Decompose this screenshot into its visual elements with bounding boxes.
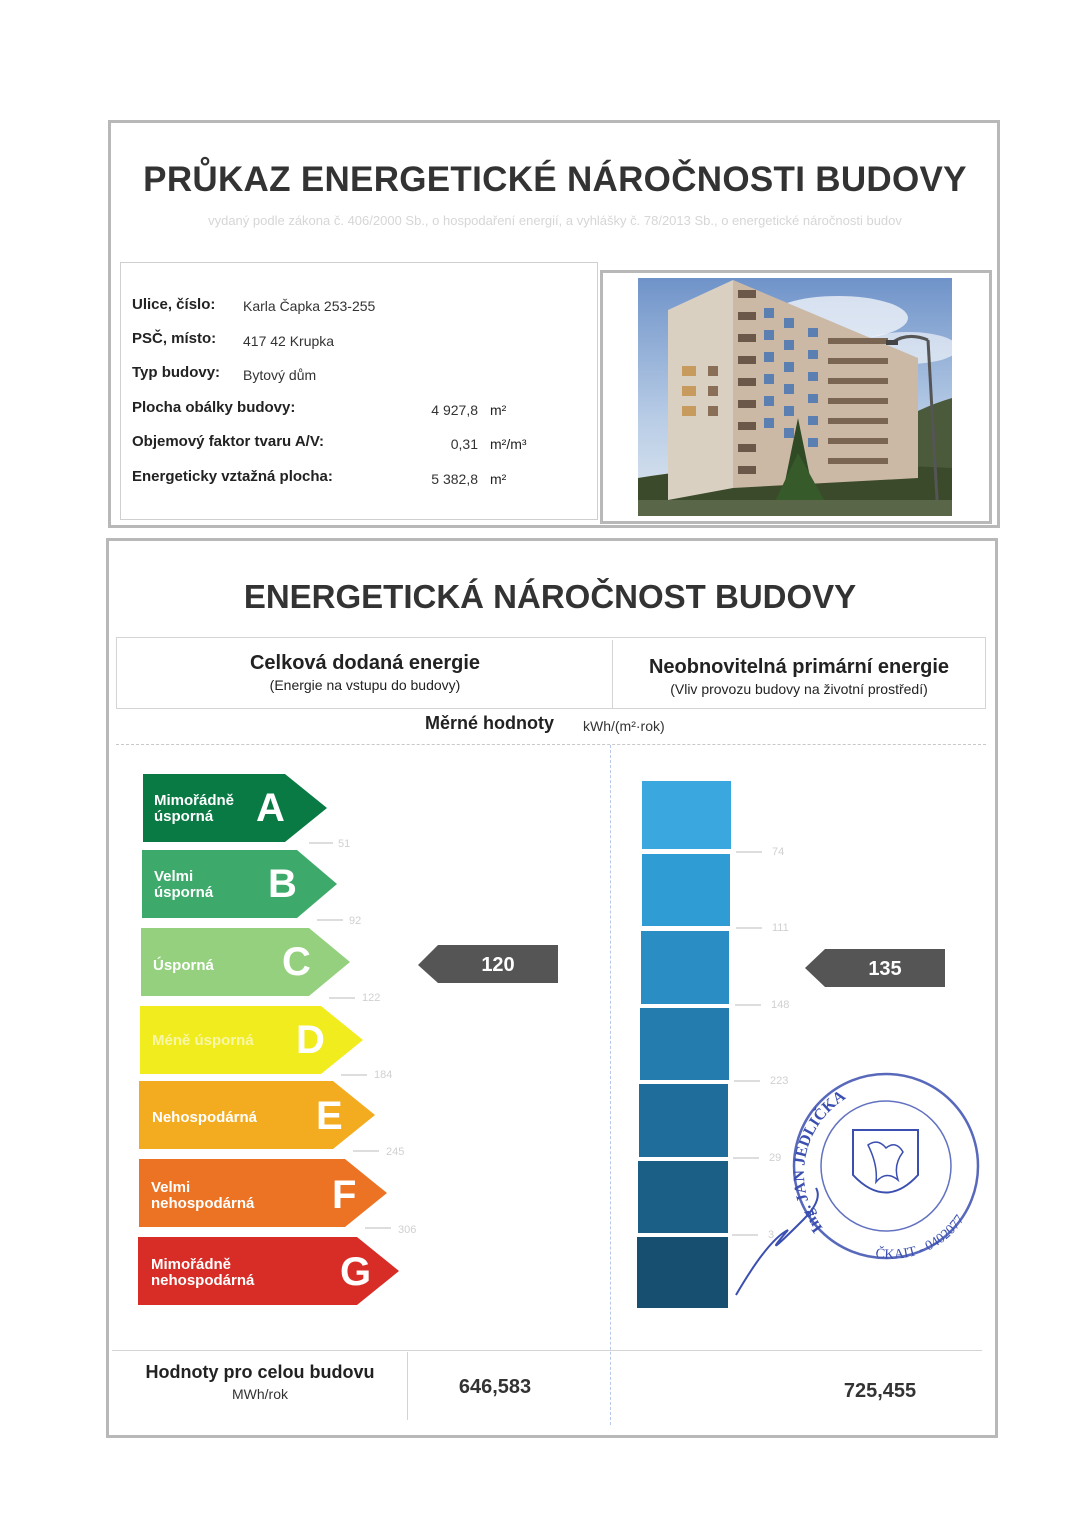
delivered-energy-title: Celková dodaná energie — [249, 652, 481, 674]
building-type-label: Typ budovy: — [132, 364, 221, 381]
class-b-limit: 92 — [349, 915, 362, 927]
stamp-number: ČKAIT - 0402077 — [874, 1212, 968, 1263]
city-value: 417 42 Krupka — [243, 333, 335, 349]
primary-energy-subtitle: (Vliv provozu budovy na životní prostředí) — [670, 681, 928, 697]
class-a-letter: A — [256, 786, 285, 830]
shape-factor-value: 0,31 — [450, 436, 478, 452]
delivered-energy-subtitle: (Energie na vstupu do budovy) — [269, 677, 461, 693]
primary-band-3 — [641, 931, 729, 1004]
totals-label: Hodnoty pro celou budovu — [145, 1362, 375, 1382]
primary-limit-5: 29 — [769, 1152, 782, 1164]
class-d-label: Méně úsporná — [152, 1032, 254, 1049]
class-e-letter: E — [316, 1094, 343, 1138]
specific-values-unit: kWh/(m²·rok) — [583, 718, 665, 734]
class-d-letter: D — [296, 1018, 325, 1062]
class-b-label: Velmi úsporná — [154, 868, 214, 901]
primary-limit-1: 74 — [772, 846, 785, 858]
center-divider — [610, 745, 611, 1425]
class-b-letter: B — [268, 862, 297, 906]
primary-rating-value: 135 — [868, 958, 902, 980]
envelope-area-unit: m² — [490, 402, 507, 418]
primary-band-2 — [642, 854, 730, 926]
totals-unit: MWh/rok — [232, 1386, 288, 1402]
primary-limit-6: 3 — [768, 1229, 775, 1241]
class-e-label: Nehospodárná — [152, 1109, 258, 1126]
envelope-area-label: Plocha obálky budovy: — [132, 399, 296, 416]
street-label: Ulice, číslo: — [132, 296, 216, 313]
class-c-limit: 122 — [362, 992, 381, 1004]
primary-limit-2: 111 — [772, 922, 789, 934]
class-a-limit: 51 — [338, 838, 351, 850]
class-f-limit: 306 — [398, 1224, 417, 1236]
class-d-limit: 184 — [374, 1069, 393, 1081]
class-f-letter: F — [332, 1173, 357, 1217]
class-c-label: Úsporná — [153, 957, 214, 974]
section-title: ENERGETICKÁ NÁROČNOST BUDOVY — [243, 578, 857, 615]
class-g-label: Mimořádně nehospodárná — [151, 1256, 255, 1289]
street-value: Karla Čapka 253-255 — [243, 298, 376, 314]
primary-band-5 — [639, 1084, 728, 1157]
shape-factor-unit: m²/m³ — [490, 436, 527, 452]
delivered-rating-value: 120 — [481, 954, 515, 976]
total-primary-energy: 725,455 — [843, 1380, 917, 1402]
reference-area-value: 5 382,8 — [431, 471, 478, 487]
reference-area-label: Energeticky vztažná plocha: — [132, 468, 333, 485]
document-subtitle: vydaný podle zákona č. 406/2000 Sb., o hospodaření energií, a vyhlášky č. 78/2013 Sb., o energetické náročnosti budov — [208, 213, 902, 228]
stamp-name: Ing. JAN JEDLIČKA — [790, 1087, 849, 1236]
authorization-stamp — [728, 1070, 990, 1300]
primary-band-7 — [637, 1237, 728, 1308]
document-title: PRŮKAZ ENERGETICKÉ NÁROČNOSTI BUDOVY — [143, 160, 967, 199]
class-a-label: Mimořádně úsporná — [154, 792, 235, 825]
reference-area-unit: m² — [490, 471, 507, 487]
building-type-value: Bytový dům — [243, 367, 317, 383]
class-g-letter: G — [340, 1250, 372, 1294]
building-photo — [638, 278, 952, 516]
primary-energy-title: Neobnovitelná primární energie — [648, 656, 950, 678]
specific-values-label: Měrné hodnoty — [425, 713, 554, 733]
primary-limit-4: 223 — [770, 1075, 789, 1087]
primary-band-4 — [640, 1008, 729, 1080]
primary-band-6 — [638, 1161, 728, 1233]
class-c-letter: C — [282, 940, 311, 984]
header-separator — [116, 744, 986, 745]
class-f-label: Velmi nehospodárná — [151, 1179, 255, 1212]
class-e-limit: 245 — [386, 1146, 405, 1158]
shape-factor-label: Objemový faktor tvaru A/V: — [132, 433, 324, 450]
total-delivered-energy: 646,583 — [458, 1376, 532, 1398]
primary-band-1 — [642, 781, 731, 849]
primary-limit-3: 148 — [771, 999, 790, 1011]
envelope-area-value: 4 927,8 — [431, 402, 478, 418]
totals-divider — [407, 1352, 408, 1420]
city-label: PSČ, místo: — [132, 330, 217, 347]
